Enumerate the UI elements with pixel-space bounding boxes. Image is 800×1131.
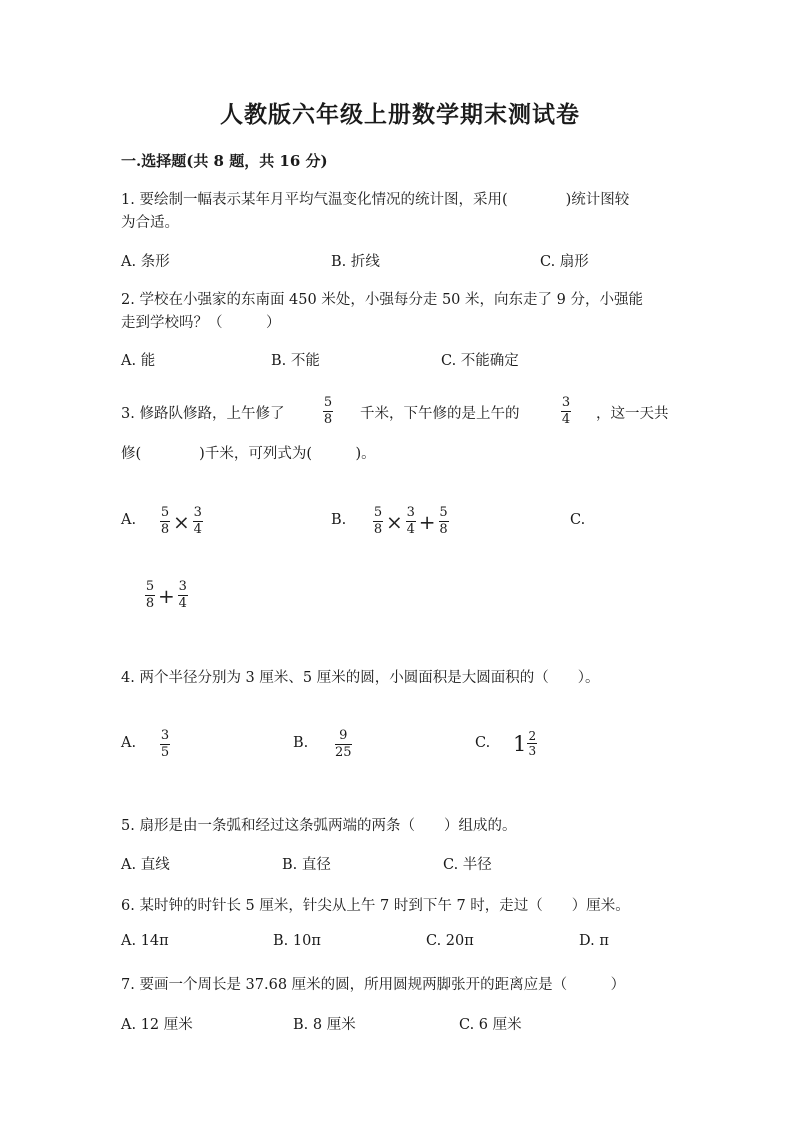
fraction	[178, 580, 188, 611]
numerator: 3	[160, 728, 170, 743]
numerator: 3	[193, 505, 202, 520]
q1-text-line1: 1. 要绘制一幅表示某年月平均气温变化情况的统计图，采用( )统计图较	[121, 192, 630, 208]
q6-option-b: B. 10π	[273, 933, 321, 949]
q4-option-c-mixed-number	[513, 730, 537, 757]
q3-option-c-expression	[145, 580, 188, 611]
q3-option-b-label: B.	[331, 512, 347, 528]
denominator: 4	[193, 522, 202, 537]
numerator: 5	[160, 505, 170, 520]
denominator: 4	[406, 522, 415, 537]
q4-option-b-fraction	[335, 729, 352, 760]
q4-option-a-fraction	[160, 729, 170, 760]
times-operator: ×	[386, 509, 403, 534]
numerator: 3	[406, 505, 415, 520]
q3-option-b-expression	[373, 506, 449, 537]
q7-text-line1: 7. 要画一个周长是 37.68 厘米的圆，所用圆规两脚张开的距离应是（ ）	[121, 977, 626, 993]
denominator: 8	[439, 522, 448, 537]
q5-option-c: C. 半径	[443, 857, 492, 873]
q6-option-a: A. 14π	[121, 933, 169, 949]
denominator: 8	[160, 522, 170, 537]
denominator: 8	[373, 522, 383, 537]
q1-text-line2: 为合适。	[121, 215, 179, 231]
q5-option-b: B. 直径	[282, 857, 331, 873]
numerator: 3	[178, 579, 187, 594]
q2-option-a: A. 能	[121, 353, 156, 369]
q5-option-a: A. 直线	[121, 857, 170, 873]
q7-option-a: A. 12 厘米	[121, 1017, 193, 1033]
q3-fraction-three-quarters	[561, 396, 571, 427]
denominator: 25	[335, 745, 352, 760]
numerator: 9	[339, 728, 348, 743]
q6-text-line1: 6. 某时钟的时针长 5 厘米，针尖从上午 7 时到下午 7 时，走过（ ）厘米。	[121, 898, 630, 914]
numerator: 5	[439, 505, 448, 520]
denominator: 4	[561, 412, 571, 427]
q7-option-b: B. 8 厘米	[293, 1017, 356, 1033]
q4-option-a-label: A.	[121, 735, 137, 751]
q3-option-a-expression	[160, 506, 203, 537]
q5-text-line1: 5. 扇形是由一条弧和经过这条弧两端的两条（ ）组成的。	[121, 818, 517, 834]
denominator: 3	[528, 744, 537, 758]
denominator: 4	[178, 596, 187, 611]
q6-option-d: D. π	[579, 933, 609, 949]
q3-option-a-label: A.	[121, 512, 137, 528]
numerator: 3	[561, 395, 571, 410]
denominator: 8	[323, 412, 333, 427]
q1-option-c: C. 扇形	[540, 254, 589, 270]
q3-text-part1: 3. 修路队修路，上午修了	[121, 406, 285, 422]
q4-option-b-label: B.	[293, 735, 309, 751]
denominator: 5	[160, 745, 170, 760]
page-title: 人教版六年级上册数学期末测试卷	[220, 101, 580, 128]
section-header: 一.选择题(共 8 题，共 16 分)	[121, 152, 328, 170]
fraction	[160, 506, 170, 537]
q3-option-c-label: C.	[570, 512, 586, 528]
fraction	[145, 580, 155, 611]
whole-part: 1	[513, 731, 527, 756]
q2-text-line1: 2. 学校在小强家的东南面 450 米处，小强每分走 50 米，向东走了 9 分，小强能	[121, 292, 643, 308]
fraction	[406, 506, 416, 537]
q6-option-c: C. 20π	[426, 933, 474, 949]
q4-text-line1: 4. 两个半径分别为 3 厘米、5 厘米的圆，小圆面积是大圆面积的（ ）。	[121, 670, 600, 686]
fraction	[193, 506, 203, 537]
q2-option-c: C. 不能确定	[441, 353, 519, 369]
q3-text-part3: ，这一天共	[596, 406, 669, 422]
q3-text-line2: 修( )千米，可列式为( )。	[121, 446, 376, 462]
q3-text-part2: 千米，下午修的是上午的	[360, 406, 520, 422]
q7-option-c: C. 6 厘米	[459, 1017, 522, 1033]
denominator: 8	[145, 596, 155, 611]
q3-fraction-five-eighths	[323, 396, 333, 427]
numerator: 2	[528, 729, 537, 743]
q2-text-line2: 走到学校吗？（ ）	[121, 315, 281, 331]
times-operator: ×	[173, 509, 190, 534]
q1-option-a: A. 条形	[121, 254, 170, 270]
q2-option-b: B. 不能	[271, 353, 320, 369]
fraction	[373, 506, 383, 537]
numerator: 5	[145, 579, 155, 594]
q1-option-b: B. 折线	[331, 254, 380, 270]
plus-operator: +	[418, 509, 436, 534]
numerator: 5	[323, 395, 333, 410]
plus-operator: +	[158, 583, 175, 608]
numerator: 5	[373, 505, 383, 520]
fraction	[527, 730, 537, 757]
fraction	[439, 506, 449, 537]
q4-option-c-label: C.	[475, 735, 491, 751]
